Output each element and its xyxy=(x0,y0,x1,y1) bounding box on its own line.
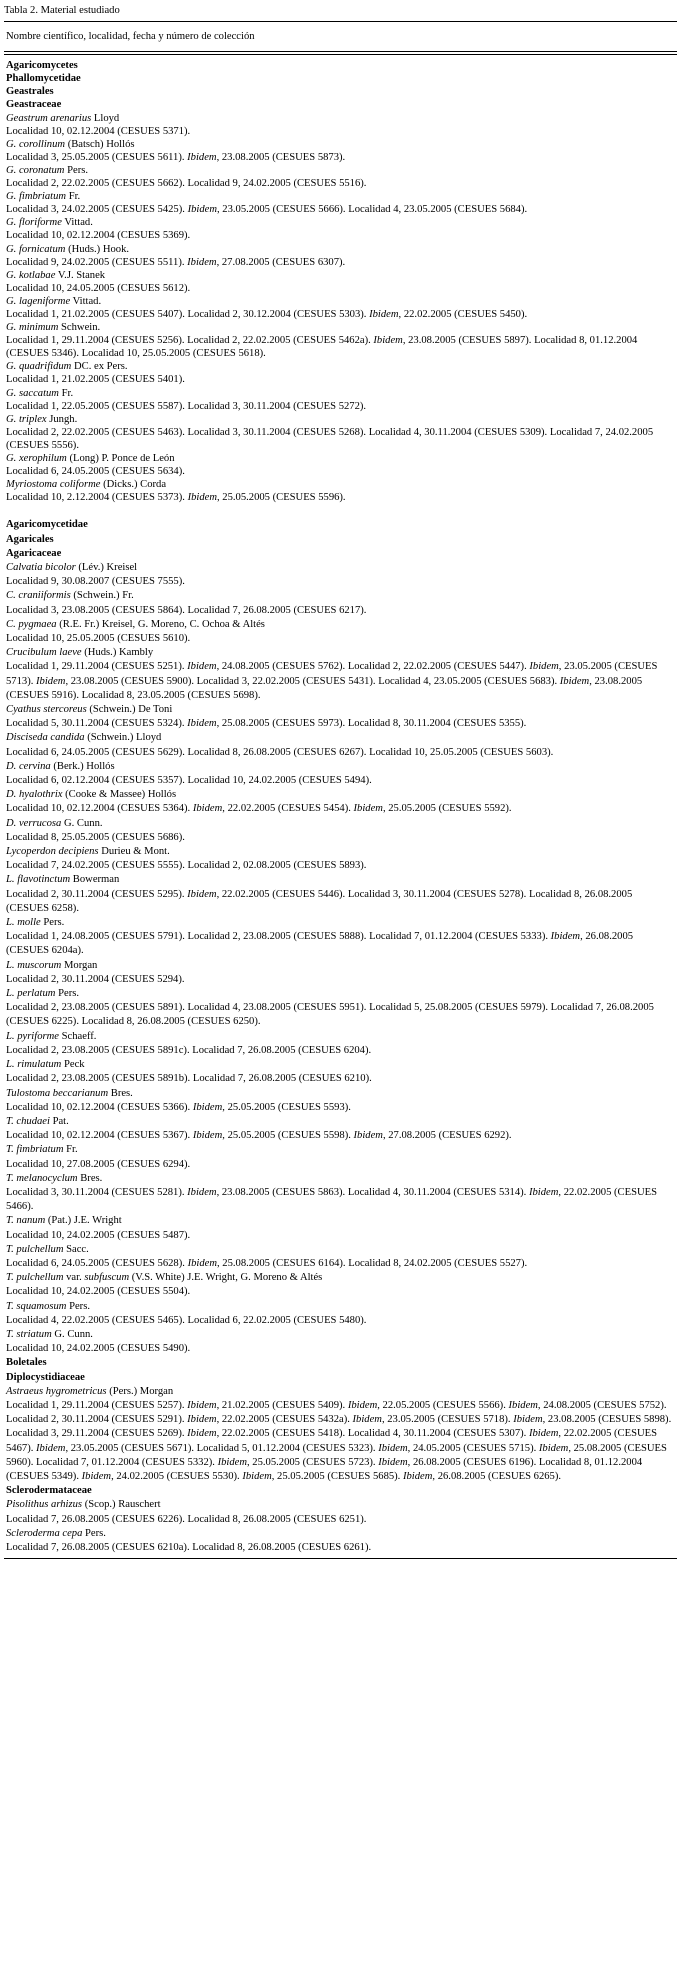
species-binomial: Disciseda candida xyxy=(6,732,85,744)
species-authority: Jungh. xyxy=(46,413,78,425)
species-name xyxy=(6,1271,675,1285)
species-name xyxy=(6,1498,675,1512)
collection-record: Localidad 6, 24.05.2005 (CESUES 5629). Localidad 8, 26.08.2005 (CESUES 6267). Localidad 10, 25.05.2005 (CESUES 5603). xyxy=(6,746,554,758)
collection-record: Localidad 3, 24.02.2005 (CESUES 5425). Ibidem, 23.05.2005 (CESUES 5666). Localidad 4, 23.05.2005 (CESUES 5684). xyxy=(6,204,528,216)
species-binomial: D. verrucosa xyxy=(6,817,62,829)
species-binomial: G. fimbriatum xyxy=(6,191,67,203)
species-binomial: T. pulchellum xyxy=(6,1243,64,1255)
species-name xyxy=(6,321,675,334)
species-authority: Schaeff. xyxy=(58,1030,97,1042)
species-name xyxy=(6,1115,675,1129)
species-authority: (Huds.) Hook. xyxy=(65,243,130,255)
species-infraspecific: subfuscum xyxy=(84,1272,130,1284)
collection-record: Localidad 1, 29.11.2004 (CESUES 5251). Ibidem, 24.08.2005 (CESUES 5762). Localidad 2, 22.02.2005 (CESUES 5447). Ibidem, 23.05.2005 (CESUES 5713). Ibidem, 23.08.2005 (CESUES 5900). Localidad 3, 22.02.2005 (CESUES 5431). Localidad 4, 23.05.2005 (CESUES 5683). Ibidem, 23.08.2005 (CESUES 5916). Localidad 8, 23.05.2005 (CESUES 5698). xyxy=(6,661,658,701)
collection-record: Localidad 6, 24.05.2005 (CESUES 5628). Ibidem, 25.08.2005 (CESUES 6164). Localidad 8, 24.02.2005 (CESUES 5527). xyxy=(6,1257,528,1269)
collection-record: Localidad 3, 23.08.2005 (CESUES 5864). Localidad 7, 26.08.2005 (CESUES 6217). xyxy=(6,604,367,616)
species-authority: (Long) P. Ponce de León xyxy=(66,453,175,464)
species-name xyxy=(6,873,675,887)
species-binomial: G. minimum xyxy=(6,322,59,334)
species-authority: Pers. xyxy=(55,988,79,1000)
collection-record: Localidad 10, 02.12.2004 (CESUES 5371). xyxy=(6,125,191,137)
species-authority: Pers. xyxy=(82,1527,106,1539)
species-authority: Schwein. xyxy=(58,322,101,334)
species-name xyxy=(6,1030,675,1044)
species-name xyxy=(6,987,675,1001)
species-binomial: L. flavotinctum xyxy=(6,874,71,886)
species-authority: Pers. xyxy=(40,917,65,929)
species-binomial: C. pygmaea xyxy=(6,618,57,630)
species-authority: Sacc. xyxy=(63,1243,89,1255)
species-authority: Fr. xyxy=(58,387,74,399)
species-binomial: Myriostoma coliforme xyxy=(6,479,101,491)
collection-record: Localidad 2, 22.02.2005 (CESUES 5662). Localidad 9, 24.02.2005 (CESUES 5516). xyxy=(6,178,367,190)
column-header: Nombre científico, localidad, fecha y número de colección xyxy=(6,31,255,43)
species-authority: G. Cunn. xyxy=(61,817,103,829)
species-name xyxy=(6,1214,675,1228)
species-binomial: G. fornicatum xyxy=(6,243,66,255)
species-binomial: G. saccatum xyxy=(6,387,59,399)
species-binomial: G. coronatum xyxy=(6,164,65,176)
collection-record: Localidad 10, 24.02.2005 (CESUES 5487). xyxy=(6,1229,191,1241)
species-binomial: Calvatia bicolor xyxy=(6,561,76,573)
species-name xyxy=(6,138,675,151)
table-body xyxy=(4,55,677,1555)
species-binomial: T. pulchellum xyxy=(6,1272,64,1284)
species-authority: (Cooke & Massee) Hollós xyxy=(62,789,177,801)
taxon-heading: Phallomycetidae xyxy=(6,73,81,85)
species-binomial: T. fimbriatum xyxy=(6,1144,64,1156)
species-name xyxy=(6,478,675,491)
species-authority: (Schwein.) Fr. xyxy=(70,590,134,602)
species-name xyxy=(6,243,675,256)
species-binomial: Scleroderma cepa xyxy=(6,1527,83,1539)
collection-record: Localidad 10, 02.12.2004 (CESUES 5366). Ibidem, 25.05.2005 (CESUES 5593). xyxy=(6,1101,351,1113)
collection-record: Localidad 2, 22.02.2005 (CESUES 5463). Localidad 3, 30.11.2004 (CESUES 5268). Localidad 4, 30.11.2004 (CESUES 5309). Localidad 7, 24.02.2005 (CESUES 5556). xyxy=(6,426,654,451)
species-name xyxy=(6,561,675,575)
species-binomial: C. craniiformis xyxy=(6,590,71,602)
collection-record: Localidad 10, 24.05.2005 (CESUES 5612). xyxy=(6,282,191,294)
taxon-heading: Sclerodermataceae xyxy=(6,1485,92,1497)
species-binomial: T. chudaei xyxy=(6,1115,50,1127)
collection-record: Localidad 2, 30.11.2004 (CESUES 5295). Ibidem, 22.02.2005 (CESUES 5446). Localidad 3, 30.11.2004 (CESUES 5278). Localidad 8, 26.08.2005 (CESUES 6258). xyxy=(6,888,633,914)
collection-record: Localidad 4, 22.02.2005 (CESUES 5465). Localidad 6, 22.02.2005 (CESUES 5480). xyxy=(6,1314,367,1326)
species-binomial: T. squamosum xyxy=(6,1300,67,1312)
species-authority: (Pers.) Morgan xyxy=(106,1385,174,1397)
species-authority: (Batsch) Hollós xyxy=(65,138,135,150)
collection-record: Localidad 8, 25.05.2005 (CESUES 5686). xyxy=(6,831,185,843)
species-name xyxy=(6,387,675,400)
species-authority: Bres. xyxy=(77,1172,103,1184)
species-binomial: Pisolithus arhizus xyxy=(6,1499,83,1511)
collection-record: Localidad 10, 24.02.2005 (CESUES 5504). xyxy=(6,1286,191,1298)
species-authority: Peck xyxy=(61,1059,85,1071)
species-binomial: Cyathus stercoreus xyxy=(6,704,87,716)
species-authority: Bres. xyxy=(108,1087,133,1099)
collection-record: Localidad 2, 23.08.2005 (CESUES 5891b). Localidad 7, 26.08.2005 (CESUES 6210). xyxy=(6,1073,372,1085)
section-agaricomycetidae xyxy=(6,518,675,1555)
species-authority: (Berk.) Hollós xyxy=(50,760,115,772)
species-authority: Vittad. xyxy=(61,217,93,229)
species-authority: (Huds.) Kambly xyxy=(81,647,154,659)
collection-record: Localidad 9, 24.02.2005 (CESUES 5511). Ibidem, 27.08.2005 (CESUES 6307). xyxy=(6,256,346,268)
collection-record: Localidad 1, 22.05.2005 (CESUES 5587). Localidad 3, 30.11.2004 (CESUES 5272). xyxy=(6,400,367,412)
species-name xyxy=(6,164,675,177)
species-binomial: Tulostoma beccarianum xyxy=(6,1087,109,1099)
species-binomial: T. nanum xyxy=(6,1215,46,1227)
species-binomial: G. floriforme xyxy=(6,217,62,229)
species-authority: (R.E. Fr.) Kreisel, G. Moreno, C. Ochoa & Altés xyxy=(56,618,265,630)
species-name xyxy=(6,1328,675,1342)
species-name xyxy=(6,360,675,373)
species-name xyxy=(6,452,675,465)
taxon-heading: Boletales xyxy=(6,1357,47,1369)
species-authority: (Scop.) Rauschert xyxy=(82,1499,161,1511)
species-name xyxy=(6,646,675,660)
species-binomial: G. xerophilum xyxy=(6,453,67,464)
species-binomial: L. muscorum xyxy=(6,959,62,971)
species-name xyxy=(6,1385,675,1399)
species-authority: G. Cunn. xyxy=(51,1328,93,1340)
taxon-heading: Agaricomycetes xyxy=(6,60,78,72)
species-authority: Durieu & Mont. xyxy=(98,846,170,858)
taxon-heading: Agaricomycetidae xyxy=(6,519,88,531)
section-gap xyxy=(6,504,675,518)
species-binomial: Astraeus hygrometricus xyxy=(6,1385,107,1397)
species-binomial: G. corollinum xyxy=(6,138,66,150)
species-name xyxy=(6,112,675,125)
species-authority: (Lév.) Kreisel xyxy=(75,561,138,573)
section-phallomycetidae xyxy=(6,59,675,504)
species-name xyxy=(6,216,675,229)
collection-record: Localidad 10, 25.05.2005 (CESUES 5610). xyxy=(6,633,191,644)
species-binomial: Crucibulum laeve xyxy=(6,647,82,659)
collection-record: Localidad 10, 02.12.2004 (CESUES 5364). Ibidem, 22.02.2005 (CESUES 5454). Ibidem, 25.05.2005 (CESUES 5592). xyxy=(6,803,512,815)
species-authority: Fr. xyxy=(63,1144,78,1156)
species-name xyxy=(6,269,675,282)
species-authority: (V.S. White) J.E. Wright, G. Moreno & Altés xyxy=(129,1272,323,1284)
table-caption: Tabla 2. Material estudiado xyxy=(4,5,120,16)
species-name xyxy=(6,1172,675,1186)
species-name xyxy=(6,1143,675,1157)
species-binomial: T. melanocyclum xyxy=(6,1172,78,1184)
species-authority: Pat. xyxy=(49,1115,69,1127)
species-name xyxy=(6,1058,675,1072)
species-binomial: L. perlatum xyxy=(6,988,56,1000)
species-name xyxy=(6,703,675,717)
collection-record: Localidad 7, 26.08.2005 (CESUES 6210a). Localidad 8, 26.08.2005 (CESUES 6261). xyxy=(6,1542,372,1553)
collection-record: Localidad 10, 24.02.2005 (CESUES 5490). xyxy=(6,1343,191,1355)
species-name xyxy=(6,1527,675,1541)
species-authority: DC. ex Pers. xyxy=(71,361,128,373)
collection-record: Localidad 7, 26.08.2005 (CESUES 6226). Localidad 8, 26.08.2005 (CESUES 6251). xyxy=(6,1513,367,1525)
species-authority: Pers. xyxy=(66,1300,90,1312)
species-binomial: L. pyriforme xyxy=(6,1030,59,1042)
species-authority: (Pat.) J.E. Wright xyxy=(45,1215,122,1227)
species-name xyxy=(6,589,675,603)
species-name xyxy=(6,760,675,774)
collection-record: Localidad 1, 21.02.2005 (CESUES 5407). Localidad 2, 30.12.2004 (CESUES 5303). Ibidem, 22.02.2005 (CESUES 5450). xyxy=(6,308,528,320)
collection-record: Localidad 9, 30.08.2007 (CESUES 7555). xyxy=(6,576,185,588)
species-authority: (Schwein.) De Toni xyxy=(86,704,173,716)
species-name xyxy=(6,845,675,859)
species-authority: Vittad. xyxy=(70,295,102,307)
species-authority: Pers. xyxy=(64,164,89,176)
collection-record: Localidad 6, 24.05.2005 (CESUES 5634). xyxy=(6,466,185,478)
collection-record: Localidad 7, 24.02.2005 (CESUES 5555). Localidad 2, 02.08.2005 (CESUES 5893). xyxy=(6,860,367,872)
collection-record: Localidad 2, 23.08.2005 (CESUES 5891c). Localidad 7, 26.08.2005 (CESUES 6204). xyxy=(6,1044,372,1056)
collection-record: Localidad 3, 25.05.2005 (CESUES 5611). Ibidem, 23.08.2005 (CESUES 5873). xyxy=(6,151,346,163)
bottom-rule xyxy=(4,1558,677,1559)
collection-record: Localidad 1, 24.08.2005 (CESUES 5791). Localidad 2, 23.08.2005 (CESUES 5888). Localidad 7, 01.12.2004 (CESUES 5333). Ibidem, 26.08.2005 (CESUES 6204a). xyxy=(6,931,634,957)
collection-record: Localidad 5, 30.11.2004 (CESUES 5324). Ibidem, 25.08.2005 (CESUES 5973). Localidad 8, 30.11.2004 (CESUES 5355). xyxy=(6,718,527,730)
species-name xyxy=(6,959,675,973)
species-authority: Lloyd xyxy=(91,112,120,124)
species-authority: (Dicks.) Corda xyxy=(100,479,167,491)
species-authority: Fr. xyxy=(66,191,81,203)
species-authority: (Schwein.) Lloyd xyxy=(84,732,162,744)
species-name xyxy=(6,295,675,308)
species-binomial: L. molle xyxy=(6,917,41,929)
species-binomial: G. quadrifidum xyxy=(6,361,72,373)
collection-record: Localidad 1, 29.11.2004 (CESUES 5257). Ibidem, 21.02.2005 (CESUES 5409). Ibidem, 22.05.2005 (CESUES 5566). Ibidem, 24.08.2005 (CESUES 5752). Localidad 2, 30.11.2004 (CESUES 5291). Ibidem, 22.02.2005 (CESUES 5432a). Ibidem, 23.05.2005 (CESUES 5718). Ibidem, 23.08.2005 (CESUES 5898). Localidad 3, 29.11.2004 (CESUES 5269). Ibidem, 22.02.2005 (CESUES 5418). Localidad 4, 30.11.2004 (CESUES 5307). Ibidem, 22.02.2005 (CESUES 5467). Ibidem, 23.05.2005 (CESUES 5671). Localidad 5, 01.12.2004 (CESUES 5323). Ibidem, 24.05.2005 (CESUES 5715). Ibidem, 25.08.2005 (CESUES 5960). Localidad 7, 01.12.2004 (CESUES 5332). Ibidem, 25.05.2005 (CESUES 5723). Ibidem, 26.08.2005 (CESUES 6196). Localidad 8, 01.12.2004 (CESUES 5349). Ibidem, 24.02.2005 (CESUES 5530). Ibidem, 25.05.2005 (CESUES 5685). Ibidem, 26.08.2005 (CESUES 6265). xyxy=(6,1399,672,1482)
species-name xyxy=(6,788,675,802)
species-authority: Morgan xyxy=(61,959,98,971)
collection-record: Localidad 3, 30.11.2004 (CESUES 5281). Ibidem, 23.08.2005 (CESUES 5863). Localidad 4, 30.11.2004 (CESUES 5314). Ibidem, 22.02.2005 (CESUES 5466). xyxy=(6,1186,657,1213)
collection-record: Localidad 6, 02.12.2004 (CESUES 5357). Localidad 10, 24.02.2005 (CESUES 5494). xyxy=(6,775,372,787)
species-name xyxy=(6,817,675,831)
species-binomial: L. rimulatum xyxy=(6,1059,62,1071)
taxon-heading: Agaricales xyxy=(6,533,54,545)
species-binomial: Lycoperdon decipiens xyxy=(6,846,99,858)
collection-record: Localidad 1, 29.11.2004 (CESUES 5256). Localidad 2, 22.02.2005 (CESUES 5462a). Ibidem, 23.08.2005 (CESUES 5897). Localidad 8, 01.12.2004 (CESUES 5346). Localidad 10, 25.05.2005 (CESUES 5618). xyxy=(6,335,638,360)
species-name xyxy=(6,1300,675,1314)
collection-record: Localidad 10, 02.12.2004 (CESUES 5367). Ibidem, 25.05.2005 (CESUES 5598). Ibidem, 27.08.2005 (CESUES 6292). xyxy=(6,1130,512,1142)
collection-record: Localidad 1, 21.02.2005 (CESUES 5401). xyxy=(6,374,185,386)
species-authority: V.J. Stanek xyxy=(55,269,106,281)
species-binomial: G. kotlabae xyxy=(6,269,56,281)
species-authority: Bowerman xyxy=(70,874,120,886)
species-binomial: D. hyalothrix xyxy=(6,789,63,801)
collection-record: Localidad 2, 23.08.2005 (CESUES 5891). Localidad 4, 23.08.2005 (CESUES 5951). Localidad 5, 25.08.2005 (CESUES 5979). Localidad 7, 26.08.2005 (CESUES 6225). Localidad 8, 26.08.2005 (CESUES 6250). xyxy=(6,1002,654,1028)
species-name xyxy=(6,413,675,426)
species-name xyxy=(6,916,675,930)
species-name xyxy=(6,618,675,632)
species-name xyxy=(6,190,675,203)
collection-record: Localidad 10, 2.12.2004 (CESUES 5373). Ibidem, 25.05.2005 (CESUES 5596). xyxy=(6,492,346,504)
species-binomial: T. striatum xyxy=(6,1328,52,1340)
species-binomial: G. triplex xyxy=(6,413,47,425)
collection-record: Localidad 10, 02.12.2004 (CESUES 5369). xyxy=(6,230,191,242)
species-name xyxy=(6,1243,675,1257)
species-binomial: D. cervina xyxy=(6,760,51,772)
taxon-heading: Agaricaceae xyxy=(6,547,62,559)
collection-record: Localidad 10, 27.08.2005 (CESUES 6294). xyxy=(6,1158,191,1170)
taxon-heading: Diplocystidiaceae xyxy=(6,1371,85,1383)
taxon-heading: Geastraceae xyxy=(6,99,62,111)
species-name xyxy=(6,731,675,745)
species-name xyxy=(6,1087,675,1101)
taxon-heading: Geastrales xyxy=(6,86,54,98)
species-binomial: Geastrum arenarius xyxy=(6,112,92,124)
collection-record: Localidad 2, 30.11.2004 (CESUES 5294). xyxy=(6,973,185,985)
species-binomial: G. lageniforme xyxy=(6,295,71,307)
species-authority: var. xyxy=(63,1272,85,1284)
